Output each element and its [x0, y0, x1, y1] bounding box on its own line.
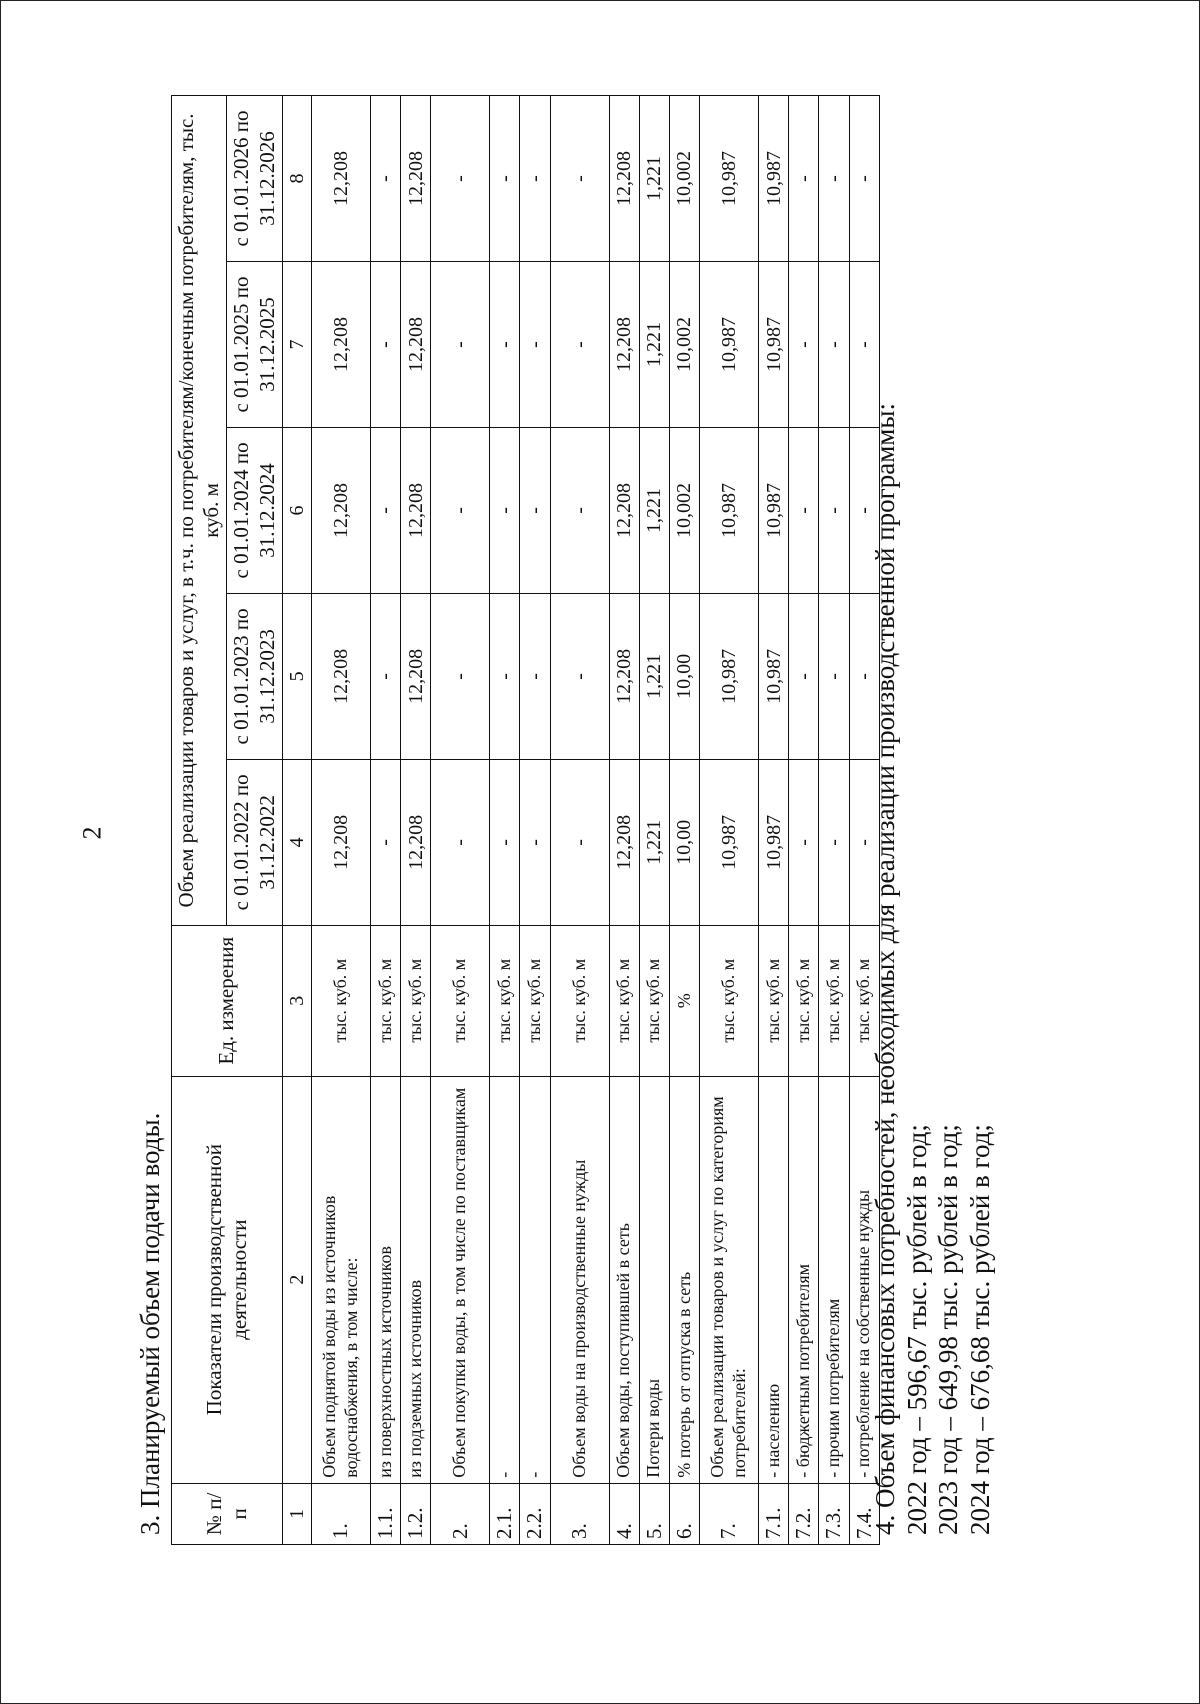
column-number: 2 — [282, 1076, 311, 1483]
row-indicator-name: - населению — [759, 1076, 789, 1483]
row-value: 10,002 — [669, 427, 699, 593]
row-indicator-name: Объем покупки воды, в том числе по поставщикам — [431, 1076, 490, 1483]
row-indicator-name: из подземных источников — [400, 1076, 430, 1483]
section4 — [870, 403, 996, 1535]
row-number: 7.2. — [789, 1483, 819, 1544]
row-value: 1,221 — [639, 96, 669, 262]
row-value: - — [849, 262, 879, 428]
row-number: 2.1. — [490, 1483, 520, 1544]
column-number: 8 — [282, 96, 311, 262]
row-unit: тыс. куб. м — [400, 925, 430, 1076]
row-value: - — [431, 96, 490, 262]
row-value: - — [490, 427, 520, 593]
row-value: - — [550, 96, 609, 262]
row-indicator-name: % потерь от отпуска в сеть — [669, 1076, 699, 1483]
row-value: 12,208 — [400, 759, 430, 925]
header-period-2023: с 01.01.2023 по 31.12.2023 — [227, 593, 282, 759]
row-value: - — [789, 759, 819, 925]
header-period-2024: с 01.01.2024 по 31.12.2024 — [227, 427, 282, 593]
header-num: № п/п — [172, 1483, 283, 1544]
header-period-2022: с 01.01.2022 по 31.12.2022 — [227, 759, 282, 925]
row-unit: тыс. куб. м — [849, 925, 879, 1076]
row-value: 1,221 — [639, 427, 669, 593]
row-number: 2. — [431, 1483, 490, 1544]
section4-line-2024: 2024 год – 676,68 тыс. рублей в год; — [964, 1124, 995, 1535]
row-value: - — [490, 759, 520, 925]
row-value: 10,002 — [669, 262, 699, 428]
table-row — [759, 96, 789, 1545]
row-unit: тыс. куб. м — [700, 925, 759, 1076]
row-value: 12,208 — [400, 262, 430, 428]
row-value: 12,208 — [400, 96, 430, 262]
row-indicator-name: - бюджетным потребителям — [789, 1076, 819, 1483]
table-row — [490, 96, 520, 1545]
row-value: 1,221 — [639, 262, 669, 428]
row-value: 10,002 — [669, 96, 699, 262]
column-numbers-row — [282, 96, 311, 1545]
row-value: - — [550, 262, 609, 428]
row-value: - — [849, 759, 879, 925]
table-row — [789, 96, 819, 1545]
row-value: 12,208 — [609, 759, 639, 925]
row-value: 10,987 — [759, 262, 789, 428]
row-value: 10,987 — [759, 593, 789, 759]
row-unit: тыс. куб. м — [311, 925, 370, 1076]
header-volume-group: Объем реализации товаров и услуг, в т.ч. по потребителям/конечным потребителям, тыс. куб. м — [172, 96, 227, 926]
row-value: - — [490, 96, 520, 262]
row-value: - — [520, 262, 550, 428]
column-number: 4 — [282, 759, 311, 925]
row-value: 10,987 — [759, 759, 789, 925]
row-value: - — [789, 96, 819, 262]
row-value: - — [431, 427, 490, 593]
row-value: - — [370, 759, 400, 925]
header-unit: Ед. измерения — [172, 925, 283, 1076]
row-value: 10,987 — [759, 96, 789, 262]
row-value: 10,987 — [700, 427, 759, 593]
row-value: 10,987 — [700, 759, 759, 925]
row-value: - — [819, 593, 849, 759]
table-row — [550, 96, 609, 1545]
section3-title: 3. Планируемый объем подачи воды. — [135, 1112, 165, 1535]
row-unit: тыс. куб. м — [431, 925, 490, 1076]
row-number: 5. — [639, 1483, 669, 1544]
row-value: - — [370, 427, 400, 593]
column-number: 3 — [282, 925, 311, 1076]
row-number: 2.2. — [520, 1483, 550, 1544]
row-value: - — [490, 593, 520, 759]
table-row — [639, 96, 669, 1545]
row-value: - — [490, 262, 520, 428]
row-unit: тыс. куб. м — [490, 925, 520, 1076]
section4-line-2022: 2022 год – 596,67 тыс. рублей в год; — [901, 1124, 932, 1535]
row-value: - — [520, 427, 550, 593]
row-value: - — [550, 593, 609, 759]
row-indicator-name: - потребление на собственные нужды — [849, 1076, 879, 1483]
row-value: 12,208 — [311, 262, 370, 428]
row-value: - — [819, 96, 849, 262]
row-value: - — [431, 262, 490, 428]
row-value: 12,208 — [609, 262, 639, 428]
row-value: - — [819, 262, 849, 428]
header-indicator: Показатели производственной деятельности — [172, 1076, 283, 1483]
row-value: 1,221 — [639, 593, 669, 759]
column-number: 5 — [282, 593, 311, 759]
header-period-2026: с 01.01.2026 по 31.12.2026 — [227, 96, 282, 262]
row-value: - — [849, 427, 879, 593]
row-value: 10,987 — [700, 593, 759, 759]
row-value: 12,208 — [311, 759, 370, 925]
row-indicator-name: Объем воды на производственные нужды — [550, 1076, 609, 1483]
row-value: - — [849, 96, 879, 262]
row-value: 10,987 — [700, 262, 759, 428]
row-value: - — [431, 759, 490, 925]
row-number: 7.4. — [849, 1483, 879, 1544]
row-number: 4. — [609, 1483, 639, 1544]
row-value: 1,221 — [639, 759, 669, 925]
row-value: - — [819, 759, 849, 925]
row-unit: % — [669, 925, 699, 1076]
row-unit: тыс. куб. м — [819, 925, 849, 1076]
row-value: 10,00 — [669, 759, 699, 925]
row-value: - — [849, 593, 879, 759]
table-row — [311, 96, 370, 1545]
row-unit: тыс. куб. м — [789, 925, 819, 1076]
row-number: 1.2. — [400, 1483, 430, 1544]
row-number: 1. — [311, 1483, 370, 1544]
row-value: - — [789, 593, 819, 759]
row-value: - — [789, 427, 819, 593]
row-value: 12,208 — [311, 427, 370, 593]
table-row — [819, 96, 849, 1545]
row-indicator-name: Объем воды, поступившей в сеть — [609, 1076, 639, 1483]
header-period-2025: с 01.01.2025 по 31.12.2025 — [227, 262, 282, 428]
row-unit: тыс. куб. м — [550, 925, 609, 1076]
row-indicator-name: - — [490, 1076, 520, 1483]
row-value: - — [370, 262, 400, 428]
water-supply-plan-table — [171, 95, 880, 1545]
rotated-content — [135, 80, 1065, 1545]
table-row — [400, 96, 430, 1545]
row-indicator-name: Объем реализации товаров и услуг по категориям потребителей: — [700, 1076, 759, 1483]
row-value: 12,208 — [311, 593, 370, 759]
table-row — [370, 96, 400, 1545]
column-number: 6 — [282, 427, 311, 593]
row-number: 3. — [550, 1483, 609, 1544]
row-unit: тыс. куб. м — [759, 925, 789, 1076]
row-indicator-name: Потери воды — [639, 1076, 669, 1483]
row-indicator-name: - прочим потребителям — [819, 1076, 849, 1483]
section4-title: 4. Объем финансовых потребностей, необходимых для реализации производственной программы: — [870, 402, 900, 1535]
row-unit: тыс. куб. м — [520, 925, 550, 1076]
table-row — [700, 96, 759, 1545]
row-indicator-name: из поверхностных источников — [370, 1076, 400, 1483]
section4-line-2023: 2023 год – 649,98 тыс. рублей в год; — [933, 1124, 964, 1535]
row-value: 12,208 — [609, 427, 639, 593]
row-value: - — [550, 427, 609, 593]
row-value: 10,987 — [700, 96, 759, 262]
table-row — [609, 96, 639, 1545]
row-value: - — [370, 593, 400, 759]
row-number: 7.1. — [759, 1483, 789, 1544]
row-value: - — [520, 593, 550, 759]
row-value: 12,208 — [400, 593, 430, 759]
row-value: 12,208 — [400, 427, 430, 593]
row-indicator-name: Объем поднятой воды из источников водоснабжения, в том числе: — [311, 1076, 370, 1483]
row-value: - — [789, 262, 819, 428]
row-value: - — [520, 96, 550, 262]
row-value: 10,00 — [669, 593, 699, 759]
table-row — [669, 96, 699, 1545]
row-unit: тыс. куб. м — [370, 925, 400, 1076]
page-number: 2 — [77, 826, 107, 840]
row-number: 7. — [700, 1483, 759, 1544]
table-row — [431, 96, 490, 1545]
row-value: - — [520, 759, 550, 925]
row-indicator-name: - — [520, 1076, 550, 1483]
row-value: - — [370, 96, 400, 262]
row-value: 10,987 — [759, 427, 789, 593]
column-number: 7 — [282, 262, 311, 428]
row-number: 6. — [669, 1483, 699, 1544]
column-number: 1 — [282, 1483, 311, 1544]
row-number: 1.1. — [370, 1483, 400, 1544]
row-unit: тыс. куб. м — [639, 925, 669, 1076]
row-value: - — [819, 427, 849, 593]
row-value: 12,208 — [609, 593, 639, 759]
row-value: - — [431, 593, 490, 759]
row-value: 12,208 — [609, 96, 639, 262]
row-value: - — [550, 759, 609, 925]
row-unit: тыс. куб. м — [609, 925, 639, 1076]
row-value: 12,208 — [311, 96, 370, 262]
row-number: 7.3. — [819, 1483, 849, 1544]
table-row — [520, 96, 550, 1545]
